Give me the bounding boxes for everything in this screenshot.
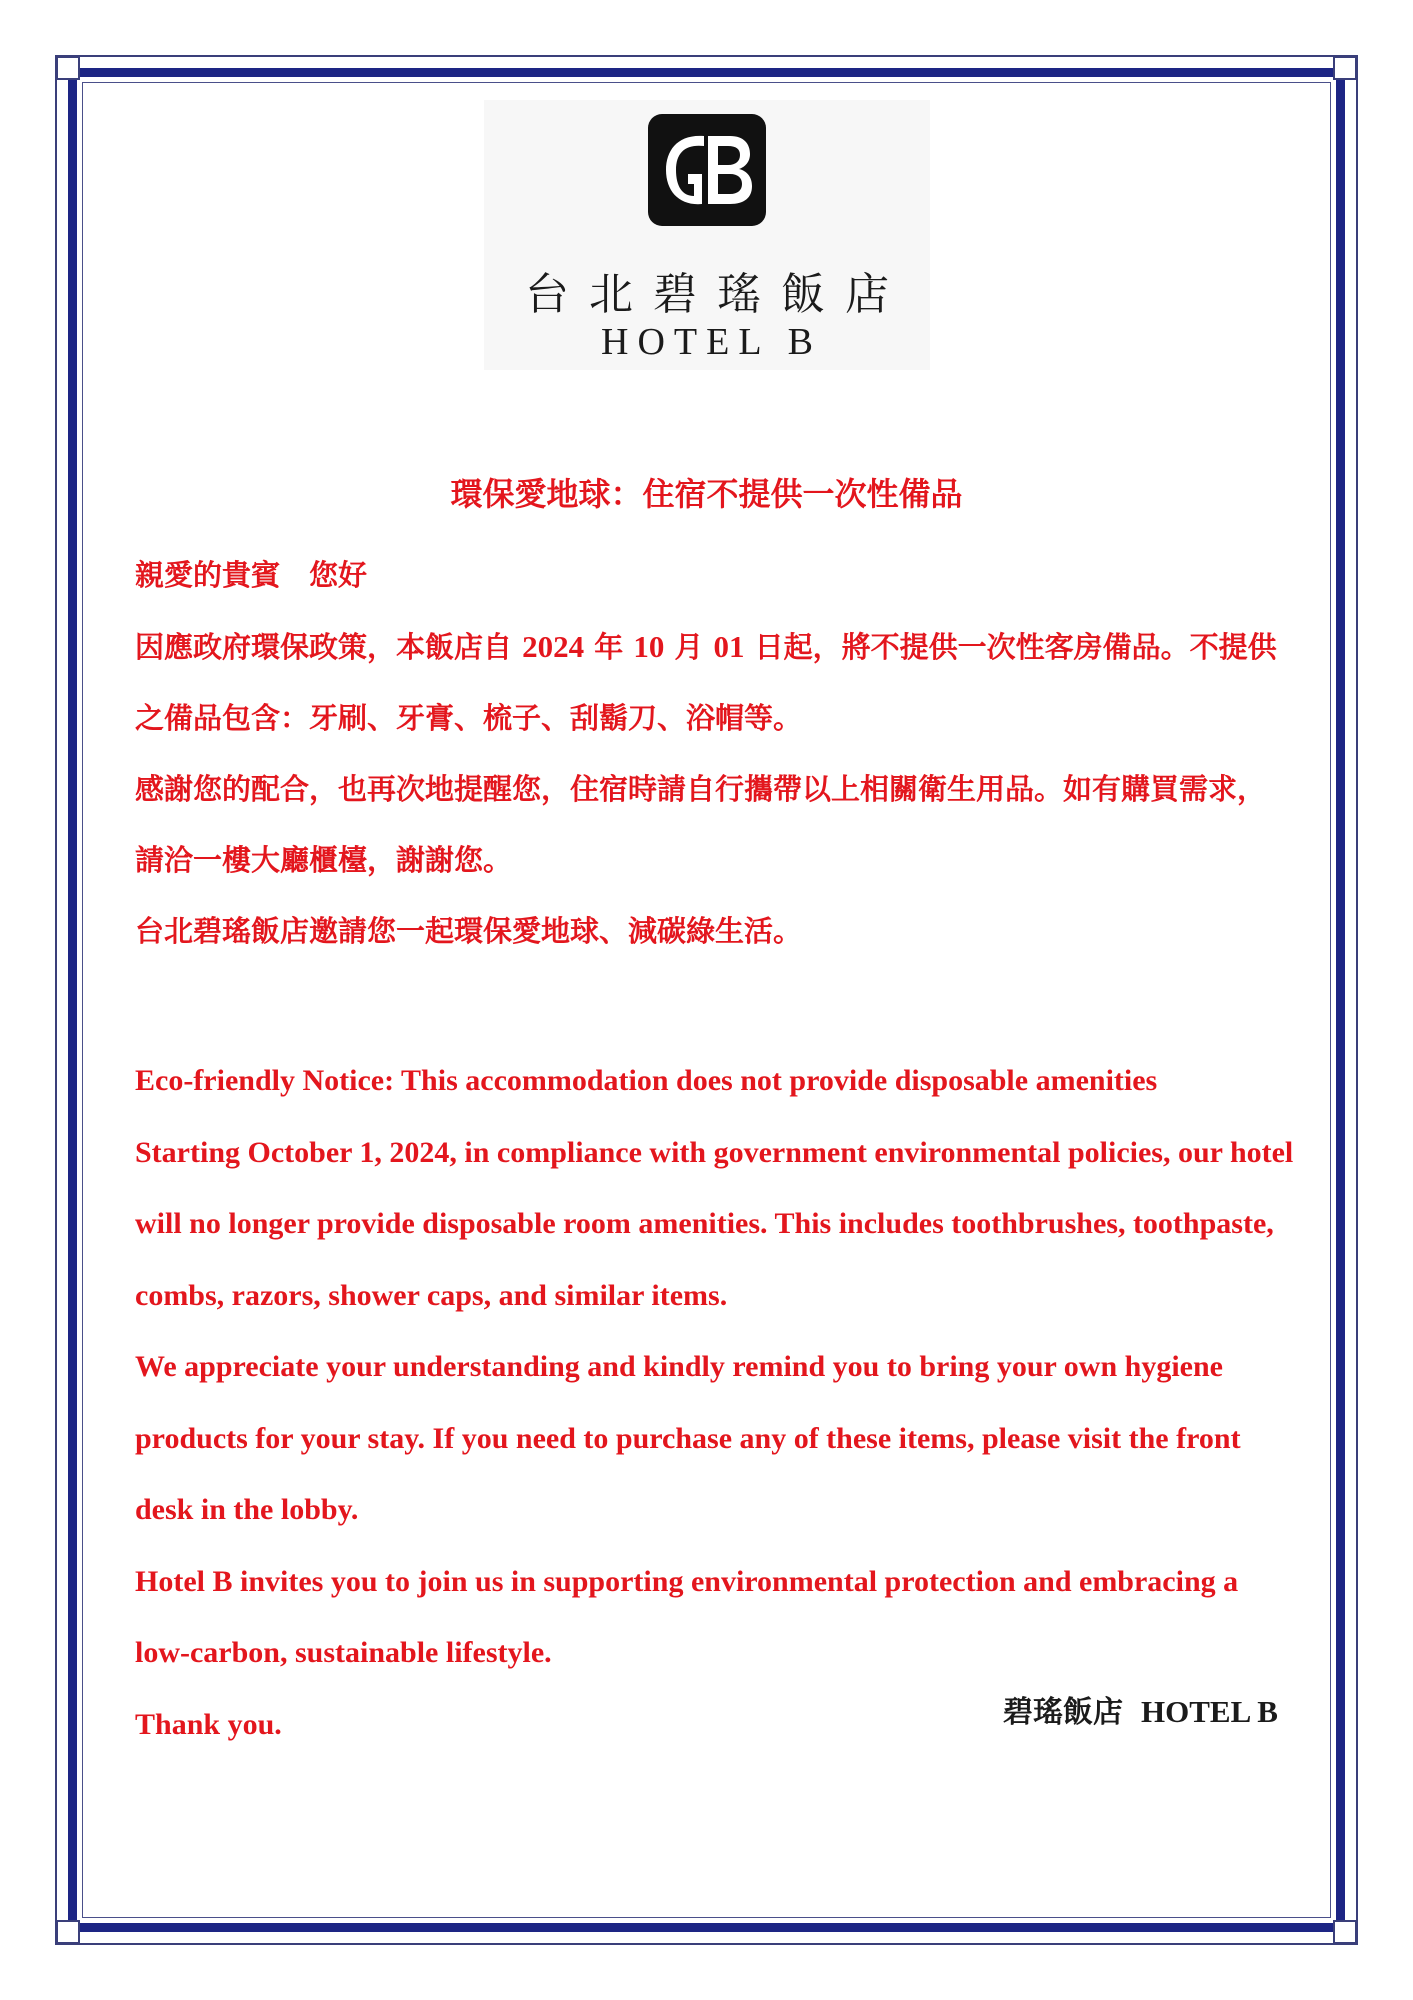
hotel-name-en: HOTEL B xyxy=(601,321,822,363)
paragraph-zh-1-pre: 因應政府環保政策，本飯店自 xyxy=(135,630,523,664)
hotel-name-zh: 台北碧瑤飯店 xyxy=(525,269,909,320)
start-month: 10 xyxy=(633,629,665,664)
signature-zh: 碧瑤飯店 xyxy=(1003,1695,1124,1730)
paragraph-en-2: We appreciate your understanding and kindly remind you to bring your own hygiene products for your stay. If you need to purchase any of these items, please visit the front desk in the lobby. xyxy=(135,1350,1241,1526)
notice-heading-en: Eco-friendly Notice: This accommodation does not provide disposable amenities xyxy=(135,1064,1158,1097)
notice-body-zh xyxy=(135,540,1285,967)
border-corner-top-left xyxy=(56,56,80,80)
hotel-logo-mark-icon xyxy=(648,114,766,226)
closing-en: Thank you. xyxy=(135,1707,282,1741)
paragraph-zh-2: 感謝您的配合，也再次地提醒您，住宿時請自行攜帶以上相關衛生用品。如有購買需求，請洽一樓大廳櫃檯，謝謝您。 xyxy=(135,772,1267,877)
signature xyxy=(1003,1682,1278,1743)
month-unit: 月 xyxy=(664,630,714,664)
border-corner-top-right xyxy=(1333,56,1357,80)
hotel-logo xyxy=(484,100,930,370)
notice-body-en xyxy=(135,1045,1295,1760)
paragraph-zh-1-post: 日起，將不提供一次性客房備品。不提供之備品包含：牙刷、牙膏、梳子、刮鬍刀、浴帽等。 xyxy=(135,630,1277,735)
paragraph-en-3: Hotel B invites you to join us in supporting environmental protection and embracing a low-carbon, sustainable lifestyle. xyxy=(135,1564,1239,1669)
year-unit: 年 xyxy=(584,630,634,664)
border-corner-bottom-left xyxy=(56,1920,80,1944)
start-year: 2024 xyxy=(522,629,585,664)
paragraph-en-1: Starting October 1, 2024, in compliance with government environmental policies, our hotel will no longer provide disposable room amenities. This includes toothbrushes, toothpaste, combs, razors, shower caps, and similar items. xyxy=(135,1135,1294,1312)
greeting-zh: 親愛的貴賓 您好 xyxy=(135,558,368,592)
paragraph-zh-1 xyxy=(135,611,1285,754)
border-corner-bottom-right xyxy=(1333,1920,1357,1944)
paragraph-zh-3: 台北碧瑤飯店邀請您一起環保愛地球、減碳綠生活。 xyxy=(135,914,803,948)
start-day: 01 xyxy=(713,629,745,664)
notice-title-zh: 環保愛地球：住宿不提供一次性備品 xyxy=(450,475,963,513)
signature-en: HOTEL B xyxy=(1141,1694,1278,1729)
